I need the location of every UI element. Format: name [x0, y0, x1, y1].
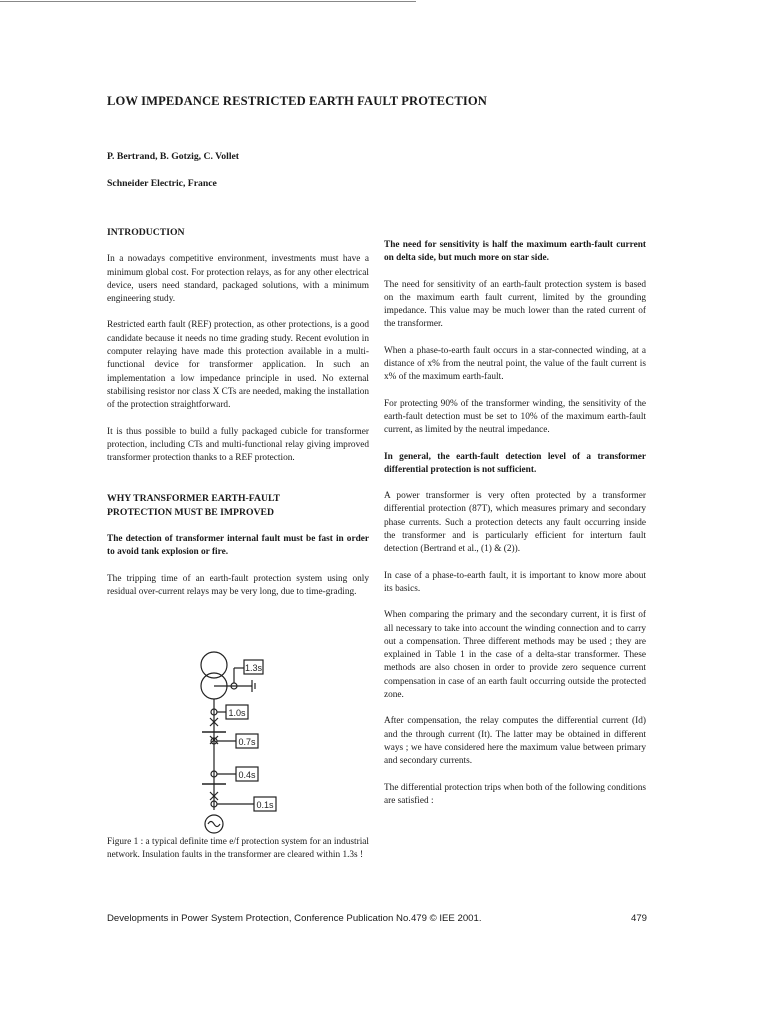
relay-label-0-4s: 0.4s	[238, 770, 256, 780]
figure-1-diagram	[196, 648, 296, 838]
intro-paragraph-2: Restricted earth fault (REF) protection, as other protections, is a good candidate because it needs no time grading study. Recent evolution in computer relaying have made this protection available in a multi-functional device for transformer application. In such an implementation a low impedance principle in used. No external stabilising resistor nor class X CTs are needed, making the installation of the protection straightforward.	[107, 320, 369, 411]
tripping-paragraph: The tripping time of an earth-fault protection system using only residual over-current relays may be very long, due to time-grading.	[107, 573, 369, 597]
right-column	[384, 239, 646, 808]
detection-statement: The detection of transformer internal fault must be fast in order to avoid tank explosion or fire.	[107, 534, 369, 558]
differential-paragraph-3: When comparing the primary and the secondary current, it is first of all necessary to take into account the winding connection and to carry out a compensation. Three different methods may be used ; they are explained in Table 1 in the case of a delta-star transformer. These methods are also chosen in order to provide zero sequence current compensation in case of an earth fault occurring outside the protected zone.	[384, 610, 646, 701]
relay-label-1-0s: 1.0s	[228, 708, 246, 718]
intro-paragraph-1: In a nowadays competitive environment, investments must have a minimum global cost. For protection relays, as for any other electrical device, users need standard, packaged solutions, with a minimum engineering study.	[107, 254, 369, 305]
why-heading-line-1: WHY TRANSFORMER EARTH-FAULT	[107, 493, 280, 505]
publication-note: Developments in Power System Protection, Conference Publication No.479 © IEE 2001.	[107, 913, 482, 924]
introduction-heading: INTRODUCTION	[107, 227, 185, 238]
figure-1-caption: Figure 1 : a typical definite time e/f protection system for an industrial network. Insulation faults in the transformer are cleared within 1.3s !	[107, 837, 369, 861]
relay-label-0-1s: 0.1s	[256, 800, 274, 810]
sensitivity-statement: The need for sensitivity is half the maximum earth-fault current on delta side, but much more on star side.	[384, 240, 646, 264]
relay-label-0-7s: 0.7s	[238, 737, 256, 747]
intro-paragraph-3: It is thus possible to build a fully packaged cubicle for transformer protection, including CTs and multi-functional relay giving improved transformer protection thanks to a REF protection.	[107, 426, 369, 464]
authors: P. Bertrand, B. Gotzig, C. Vollet	[107, 151, 240, 162]
differential-paragraph-1: A power transformer is very often protected by a transformer differential protection (87T), which measures primary and secondary phase currents. Such a protection detects any fault occurring inside the transformer and is particularly efficient for interturn fault detection (Bertrand et al., (1) & (2)).	[384, 491, 646, 555]
sensitivity-paragraph-1: The need for sensitivity of an earth-fault protection system is based on the maximum earth fault current, limited by the grounding impedance. This value may be much lower than the rated current of the transformer.	[384, 279, 646, 330]
sensitivity-paragraph-2: When a phase-to-earth fault occurs in a star-connected winding, at a distance of x% from the neutral point, the value of the fault current is x% of the maximum earth-fault.	[384, 345, 646, 383]
affiliation: Schneider Electric, France	[107, 178, 217, 189]
left-column	[107, 226, 369, 599]
why-heading-line-2: PROTECTION MUST BE IMPROVED	[107, 506, 274, 518]
differential-paragraph-4: After compensation, the relay computes the differential current (Id) and the through current (It). The latter may be obtained in different ways ; we have considered here the maximum value between primary and secondary currents.	[384, 716, 646, 767]
relay-label-1-3s: 1.3s	[244, 663, 263, 673]
differential-paragraph-5: The differential protection trips when both of the following conditions are satisfied :	[384, 782, 646, 806]
sensitivity-paragraph-3: For protecting 90% of the transformer winding, the sensitivity of the earth-fault detection must be set to 10% of the maximum earth-fault current, as limited by the neutral impedance.	[384, 398, 646, 436]
transformer-primary-circle	[201, 652, 227, 678]
top-rule	[0, 1, 416, 2]
differential-statement: In general, the earth-fault detection level of a transformer differential protection is not sufficient.	[384, 451, 646, 475]
paper-title: LOW IMPEDANCE RESTRICTED EARTH FAULT PROTECTION	[107, 94, 487, 108]
differential-paragraph-2: In case of a phase-to-earth fault, it is important to know more about its basics.	[384, 570, 646, 594]
page-number: 479	[630, 913, 647, 924]
